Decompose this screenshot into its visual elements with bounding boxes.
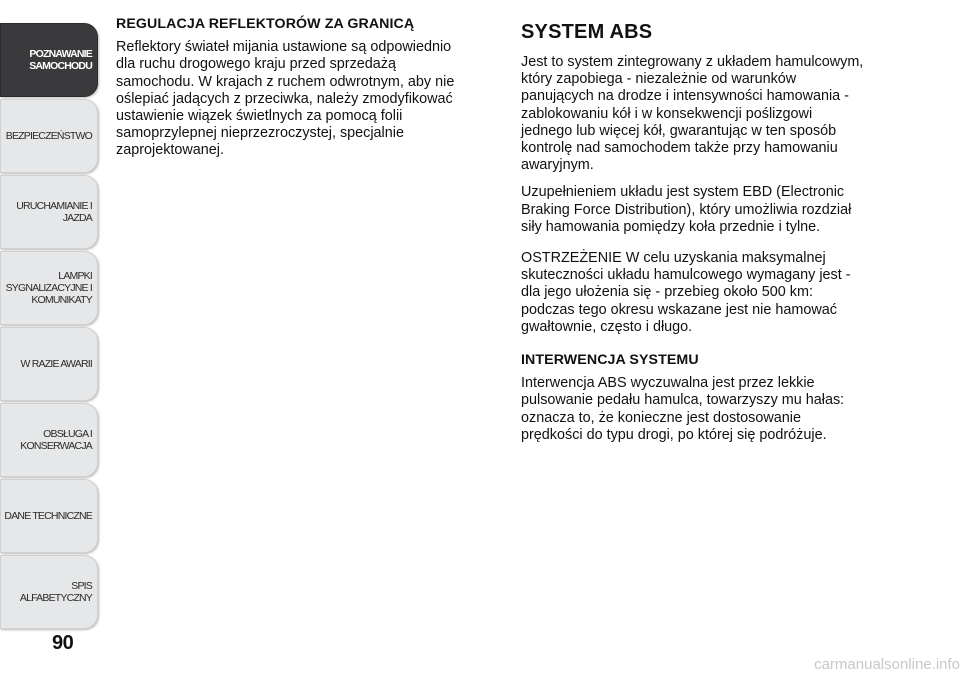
tab-uruchamianie-i-jazda[interactable] xyxy=(0,175,98,249)
headlight-adjustment-text: Reflektory świateł mijania ustawione są odpowiednio dla ruchu drogowego kraju przed sprzedażą samochodu. W krajach z ruchem odwrotnym, aby nie oślepiać jadących z przeciwka, należy zmodyfikować ustawienie wiązek świetlnych za pomocą folii samoprzylepnej nieprzezroczystej, specjalnie zaprojektowanej. xyxy=(116,39,455,159)
left-column xyxy=(116,16,502,170)
tab-label: DANE TECHNICZNE xyxy=(4,510,92,522)
tab-label: OBSŁUGA I KONSERWACJA xyxy=(20,428,92,452)
page-number: 90 xyxy=(52,632,74,654)
abs-description-paragraph: Jest to system zintegrowany z układem hamulcowym, który zapobiega - niezależnie od warunków panujących na drodze i intensywności hamowania - zablokowaniu kół i w konsekwencji poślizgowi jednego lub więcej kół, gwarantując w ten sposób kontrolę nad samochodem także przy hamowaniu awaryjnym. xyxy=(521,54,864,174)
ebd-paragraph: Uzupełnieniem układu jest system EBD (Electronic Braking Force Distribution), który umożliwia rozdział siły hamowania pomiędzy koła przednie i tylne. xyxy=(521,184,852,235)
tab-label: W RAZIE AWARII xyxy=(20,358,92,370)
tab-label: BEZPIECZEŃSTWO xyxy=(5,130,92,142)
tab-obsluga-i-konserwacja[interactable] xyxy=(0,403,98,477)
tab-spis-alfabetyczny[interactable] xyxy=(0,555,98,629)
tab-lampki-sygnalizacyjne[interactable] xyxy=(0,251,98,325)
tab-w-razie-awarii[interactable] xyxy=(0,327,98,401)
tab-label: LAMPKI SYGNALIZACYJNE I KOMUNIKATY xyxy=(5,270,92,306)
section-heading-headlight-adjustment: REGULACJA REFLEKTORÓW ZA GRANICĄ xyxy=(116,16,415,32)
tab-poznawanie-samochodu[interactable] xyxy=(0,23,98,97)
tab-label: SPIS ALFABETYCZNY xyxy=(19,580,92,604)
chapter-tabs-sidebar xyxy=(0,23,99,629)
section-heading-abs: SYSTEM ABS xyxy=(521,21,653,43)
tab-bezpieczenstwo[interactable] xyxy=(0,99,98,173)
tab-label: POZNAWANIE SAMOCHODU xyxy=(29,48,92,72)
tab-dane-techniczne[interactable] xyxy=(0,479,98,553)
right-column xyxy=(521,20,921,454)
system-intervention-paragraph: Interwencja ABS wyczuwalna jest przez lekkie pulsowanie pedału hamulca, towarzyszy mu hałas: oznacza to, że konieczne jest dostosowanie prędkości do typu drogi, po której się podróżuje. xyxy=(521,375,845,443)
watermark: carmanualsonline.info xyxy=(814,656,960,673)
section-subheading-system-intervention: INTERWENCJA SYSTEMU xyxy=(521,352,699,369)
warning-paragraph: OSTRZEŻENIE W celu uzyskania maksymalnej skuteczności układu hamulcowego wymagany jest - dla jego ułożenia się - przebieg około 500 km: podczas tego okresu wskazane jest nie hamować gwałtownie, często i długo. xyxy=(521,250,851,335)
tab-label: URUCHAMIANIE I JAZDA xyxy=(16,200,92,224)
